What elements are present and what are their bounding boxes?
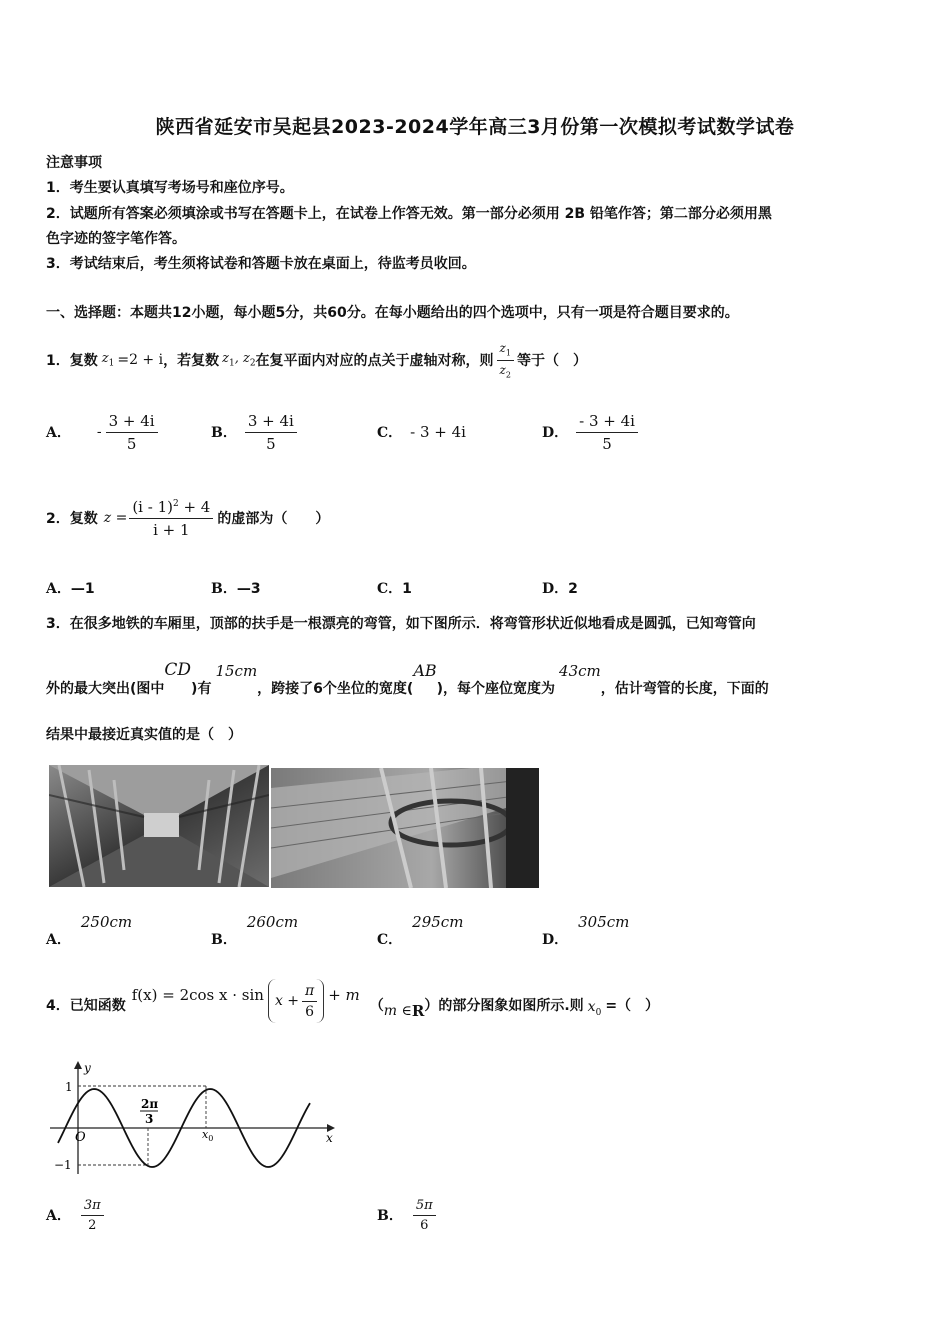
q4-plus-m: + m [328,986,360,1004]
q3-option-b[interactable] [211,915,298,949]
page-title: 陕西省延安市吴起县2023-2024学年高三3月份第一次模拟考试数学试卷 [155,116,795,138]
q2-frac-num-sup: 2 [172,498,179,509]
frac-den: 5 [126,434,137,453]
sine-graph-svg [48,1058,338,1176]
option-label: B． [211,581,237,597]
option-text: 260cm [246,913,299,931]
frac-num: - 3 + 4i [576,412,638,433]
q1-z12-sub1: 1 [228,358,235,369]
sine-graph [48,1058,338,1176]
x0-label [202,1128,213,1143]
q4-cond-R: R [411,1002,425,1020]
option-label: A． [46,932,71,948]
q4-x0-sub: 0 [595,1007,602,1018]
frac-den: 6 [420,1217,429,1233]
x0-label-x: x [202,1128,209,1141]
notice-item-2-cont: 色字迹的签字笔作答。 [46,231,186,247]
option-fraction [576,412,638,453]
q1-suffix: 在复平面内对应的点关于虚轴对称，则 [255,353,494,369]
notice-item-3: 3．考试结束后，考生须将试卷和答题卡放在桌面上，待监考员收回。 [46,256,476,272]
q2-option-d[interactable] [542,578,578,598]
q4-cond-close: ） [424,998,439,1014]
q3-len1: 15cm [215,662,258,680]
q1-option-d[interactable] [542,408,638,456]
q2-option-c[interactable] [377,578,412,598]
option-label: A． [46,1208,71,1224]
option-fraction [81,1198,104,1233]
question-2 [46,494,329,542]
option-label: D． [542,932,569,948]
q4-func: f(x) = 2cos x · sin [131,986,264,1004]
question-4 [46,978,659,1032]
option-label: C． [377,425,403,441]
subway-photo-left [49,765,269,887]
option-label: D． [542,581,569,597]
q1-fraction [497,341,514,379]
y-axis-arrow [74,1061,82,1069]
option-label: B． [211,425,237,441]
notice-item-2: 2．试题所有答案必须填涂或书写在答题卡上，在试卷上作答无效。第一部分必须用 2B 铅笔作答；第二部分必须用黑 [46,206,772,222]
x0-label-sub: 0 [208,1134,214,1143]
q1-frac-num: z [499,341,506,356]
origin-label: O [75,1130,86,1145]
frac-den: 5 [266,434,276,453]
q2-frac-num-tail: + 4 [178,497,211,516]
frac-num-label: 2π [141,1097,159,1111]
q4-option-a[interactable] [46,1192,104,1238]
frac-num: 5π [413,1198,436,1216]
option-fraction [106,412,158,453]
option-fraction [413,1198,436,1233]
q4-option-b[interactable] [377,1192,436,1238]
q1-z12: z [222,351,229,367]
q3-option-a[interactable] [46,915,132,949]
notice-item-1: 1．考生要认真填写考场号和座位序号。 [46,180,294,196]
q3-ab: AB [413,661,437,680]
question-1 [46,332,587,388]
q3-option-c[interactable] [377,915,463,949]
option-label: D． [542,425,569,441]
q1-frac-den-sub: 2 [505,369,511,379]
option-sign: - [96,424,102,440]
notice-heading: 注意事项 [46,155,102,171]
q4-cond-open: （ [369,998,384,1014]
option-label: A． [46,581,71,597]
q4-six: 6 [305,1003,315,1020]
q1-frac-den: z [499,362,506,377]
q4-cond: m ∈ [383,1003,412,1019]
q2-prefix: 2．复数 [46,511,98,527]
subway-photo-right [271,768,539,888]
q3-line-2 [46,658,769,698]
q4-pi-frac [302,983,317,1020]
q1-frac-num-sub: 1 [505,348,511,358]
frac-den: 5 [602,434,612,453]
option-fraction [245,412,297,453]
q1-z1-sub: 1 [108,358,115,369]
q3-l2a: 外的最大突出(图中 [46,681,165,697]
tick-one: 1 [65,1080,73,1094]
option-label: A． [46,425,71,441]
q2-option-b[interactable] [211,578,261,598]
q3-l2b: )有 [191,681,212,697]
q3-line-3: 结果中最接近真实值的是（ ） [46,727,242,743]
frac-num: 3 + 4i [106,412,158,433]
q1-option-c[interactable] [377,408,466,456]
q1-mid: ，若复数 [163,353,220,369]
q4-inner: x + [274,993,300,1009]
q1-option-a[interactable] [46,408,158,456]
q4-prefix: 4．已知函数 [46,998,126,1014]
q1-z12-sub2: 2 [249,358,256,369]
option-text: 2 [568,581,578,597]
q4-pi: π [302,983,317,1002]
q1-option-b[interactable] [211,408,297,456]
q3-len2: 43cm [559,662,601,680]
q4-end: 的部分图象如图所示.则 [438,998,584,1014]
q2-frac-num: (i - 1) [132,497,173,516]
section-heading: 一、选择题：本题共12小题，每小题5分，共60分。在每小题给出的四个选项中，只有一项是符合题目要求的。 [46,305,739,321]
option-label: C． [377,932,403,948]
q1-z1: z [101,351,109,367]
option-text: 1 [402,581,412,597]
option-text: 305cm [578,913,630,931]
frac-num: 3 + 4i [245,412,297,433]
q3-cd: CD [164,660,192,680]
q3-l2e: ，估计弯管的长度，下面的 [600,681,769,697]
q1-z12-comma: , z [234,351,250,367]
q3-l2d: )，每个座位宽度为 [436,681,556,697]
q2-option-a[interactable] [46,578,95,598]
q4-x0: x [587,998,596,1015]
option-text: —3 [236,581,261,597]
frac-den-label: 3 [145,1112,154,1126]
q1-expr: =2 + i [117,352,164,368]
tick-neg-one: −1 [54,1158,72,1172]
x-label: x [326,1131,333,1145]
q2-lhs: z = [103,510,128,526]
option-label: B． [211,932,237,948]
q2-fraction [129,498,213,539]
q2-end: 的虚部为（ ） [217,511,330,527]
option-text: 295cm [412,913,464,931]
q2-frac-den: i + 1 [153,520,190,539]
option-label: C． [377,581,403,597]
q3-option-d[interactable] [542,915,629,949]
q3-line-1: 3．在很多地铁的车厢里，顶部的扶手是一根漂亮的弯管，如下图所示．将弯管形状近似地看成是圆弧，已知弯管向 [46,616,756,632]
q1-prefix: 1．复数 [46,353,98,369]
q1-end: 等于（ ） [516,353,587,369]
option-text: - 3 + 4i [410,423,466,441]
q3-l2c: ，跨接了6个坐位的宽度( [257,681,414,697]
q4-paren [268,979,324,1023]
option-text: 250cm [80,913,133,931]
q4-eq: =（ ） [605,998,660,1014]
frac-num: 3π [81,1198,104,1216]
frac-den: 2 [88,1217,97,1233]
y-label: y [84,1061,91,1075]
option-text: —1 [70,581,95,597]
option-label: B． [377,1208,403,1224]
